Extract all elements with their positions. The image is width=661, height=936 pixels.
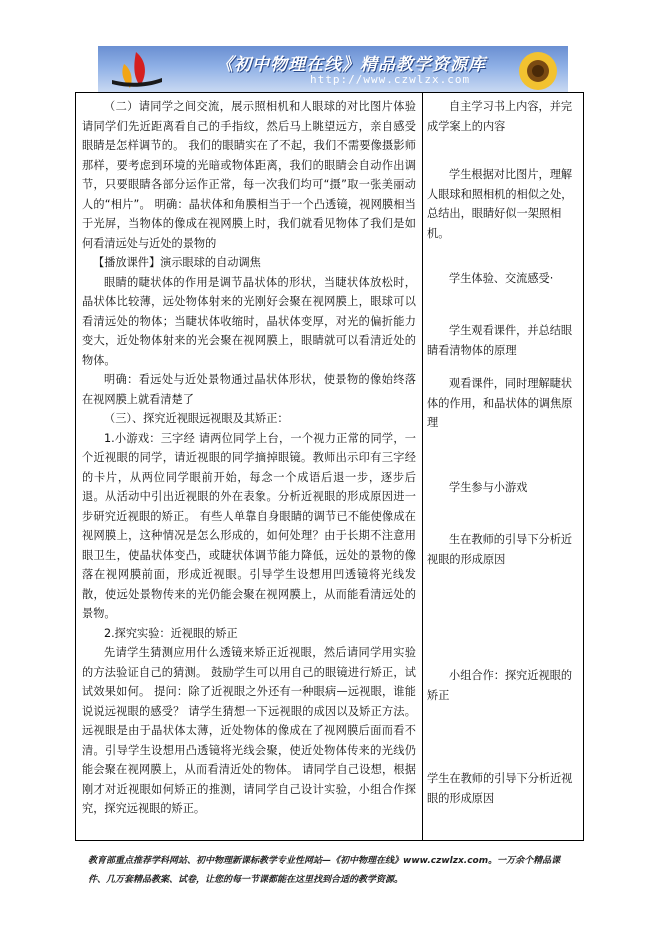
student-note-2: 学生根据对比图片，理解人眼球和照相机的相似之处，总结出，眼睛好似一架照相机。 (427, 168, 573, 240)
teacher-activities-column (82, 97, 416, 819)
lesson-table (75, 92, 584, 841)
banner-url[interactable]: http://www.czwlzx.com (310, 73, 471, 86)
banner-title: 《初中物理在线》精品教学资源库 (216, 55, 486, 75)
courseware-heading: 【播放课件】演示眼球的自动调焦 (93, 256, 261, 269)
ciliary-paragraph: 眼睛的睫状体的作用是调节晶状体的形状，当睫状体放松时，晶状体比较薄，远处物体射来的光刚好会聚在视网膜上，眼球可以看清远处的物体；当睫状体收缩时，晶状体变厚，对光的偏折能力变大，近处物体射来的光会聚在视网膜上，眼睛就可以看清近处的物体。 (82, 275, 416, 367)
experiment-heading: 2.探究实验：近视眼的矫正 (104, 626, 238, 640)
experiment-paragraph: 先请学生猜测应用什么透镜来矫正近视眼，然后请同学用实验的方法验证自己的猜测。 鼓励学生可以用自己的眼镜进行矫正，试试效果如何。 提问：除了近视眼之外还有一种眼病—远视眼，谁能说说远视眼的感受？ 请学生猜想一下远视眼的成因以及矫正方法。 远视眼是由于晶状体太薄，近处物体的像成在了视网膜后面而看不清。引导学生设想用凸透镜将光线会聚，使近处物体传来的光线仍能会聚在视网膜上，从而看清近处的物体。 请同学自己设想，根据刚才对近视眼如何矫正的推测，请同学自己设计实验，小组合作探究，探究远视眼的矫正。 (82, 646, 416, 815)
clarify-paragraph: 明确：看远处与近处景物通过晶状体形状，使景物的像始终落在视网膜上就看清楚了 (82, 373, 416, 406)
section-two-paragraph: （二）请同学之间交流，展示照相机和人眼球的对比图片体验请同学们先近距离看自己的手指纹，然后马上眺望远方，亲自感受眼睛是怎样调节的。 我们的眼睛实在了不起，我们不需要像摄影师那样，要考虑到环境的光暗或物体距离，我们的眼睛会自动作出调节，只要眼睛各部分运作正常，每一次我们均可“摄”取一张美丽动人的“相片”。 明确：晶状体和角膜相当于一个凸透镜，视网膜相当于光屏，当物体的像成在视网膜上时，我们就看见物体了我们是如何看清远处与近处的景物的 (82, 100, 416, 250)
section-three-heading: （三）、探究近视眼远视眼及其矫正： (104, 412, 289, 425)
student-note-1: 自主学习书上内容，并完成学案上的内容 (427, 100, 573, 133)
student-note-7: 生在教师的引导下分析近视眼的形成原因 (427, 533, 573, 566)
column-divider (422, 93, 423, 840)
student-note-8: 小组合作：探究近视眼的矫正 (427, 669, 573, 702)
student-note-9: 学生在教师的引导下分析近视眼的形成原因 (427, 772, 573, 805)
site-banner (98, 46, 568, 92)
student-note-3: 学生体验、交流感受· (449, 272, 554, 285)
student-note-6: 学生参与小游戏 (449, 481, 528, 494)
student-note-5: 观看课件，同时理解睫状体的作用，和晶状体的调焦原理 (427, 377, 573, 429)
student-note-4: 学生观看课件，并总结眼睛看清物体的原理 (427, 324, 573, 357)
logo-icon (106, 50, 166, 90)
sunflower-icon (516, 49, 560, 92)
game-paragraph: 1.小游戏：三字经 请两位同学上台，一个视力正常的同学，一个近视眼的同学，请近视眼的同学摘掉眼镜。教师出示印有三字经的卡片，从两位同学眼前开始，每念一个成语后退一步，逐步后退。从活动中引出近视眼的外在表象。分析近视眼的形成原因进一步研究近视眼的矫正。 有些人单靠自身眼睛的调节已不能使像成在视网膜上，这种情况是怎么形成的，如何处理？由于长期不注意用眼卫生，使晶状体变凸，或睫状体调节能力降低，远处的景物的像落在视网膜前面，形成近视眼。引导学生设想用凹透镜将光线发散，使远处景物传来的光仍能会聚在视网膜上，从而能看清远处的景物。 (82, 431, 416, 620)
page-footer: 教育部重点推荐学科网站、初中物理新课标教学专业性网站—《初中物理在线》www.czwlzx.com。一万余个精品课件、几万套精品教案、试卷，让您的每一节课都能在这里找到合适的教学资源。 (88, 856, 561, 885)
